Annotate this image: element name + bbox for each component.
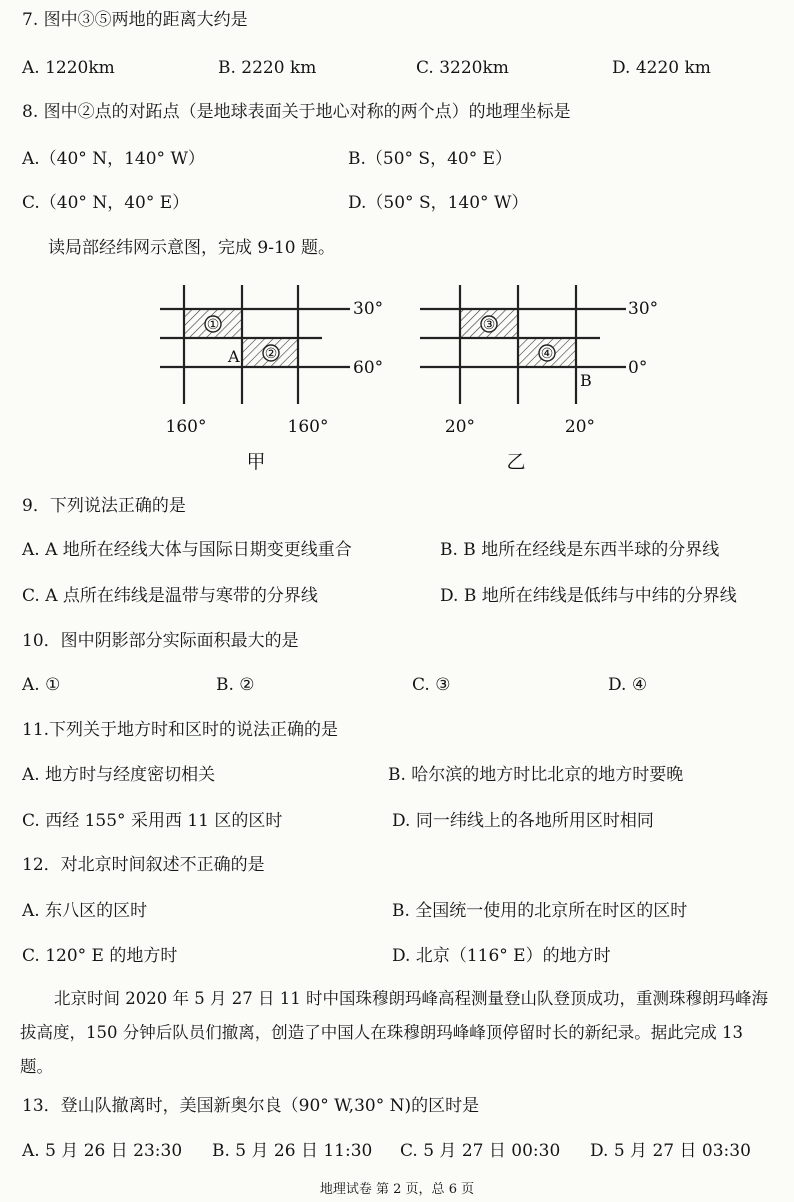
left-lat-top: 30° [353,299,384,319]
cell-1-label: ① [206,317,220,333]
question-9-option-b: B. B 地所在经线是东西半球的分界线 [440,540,720,560]
page-footer: 地理试卷 第 2 页，总 6 页 [319,1182,475,1197]
question-12-option-c: C. 120° E 的地方时 [22,946,178,966]
cell-2-label: ② [264,346,278,362]
question-8-option-b: B.（50° S，40° E） [348,149,513,169]
question-8-stem: 8. 图中②点的对跖点（是地球表面关于地心对称的两个点）的地理坐标是 [22,102,571,122]
right-caption: 乙 [506,451,526,473]
left-lon-left: 160° [165,417,207,437]
question-12-option-d: D. 北京（116° E）的地方时 [392,946,611,966]
figure-right [420,285,658,473]
question-8-option-a: A.（40° N，140° W） [22,149,205,169]
question-7-option-d: D. 4220 km [612,58,711,78]
passage-13-text: 北京时间 2020 年 5 月 27 日 11 时中国珠穆朗玛峰高程测量登山队登顶成功，重测珠穆朗玛峰海拔高度，150 分钟后队员们撤离，创造了中国人在珠穆朗玛峰峰顶停留时长的新纪录。据此完成 13 题。 [20,989,768,1076]
intro-9-10: 读局部经纬网示意图，完成 9-10 题。 [48,238,335,258]
question-7-option-b: B. 2220 km [218,58,317,78]
point-b-label: B [580,371,592,390]
question-11-option-d: D. 同一纬线上的各地所用区时相同 [392,811,654,831]
question-13-option-a: A. 5 月 26 日 23:30 [22,1141,183,1161]
question-7-option-c: C. 3220km [416,58,509,78]
question-10-option-a: A. ① [22,675,61,695]
question-9-option-c: C. A 点所在纬线是温带与寒带的分界线 [22,586,318,606]
left-lat-bottom: 60° [353,358,384,378]
graticule-figure [0,272,794,482]
right-lon-right: 20° [564,417,596,437]
left-lon-right: 160° [287,417,329,437]
question-11-stem: 11.下列关于地方时和区时的说法正确的是 [22,720,339,740]
cell-3-label: ③ [482,317,496,333]
right-lon-left: 20° [444,417,476,437]
question-8-option-d: D.（50° S，140° W） [348,193,529,213]
passage-13 [20,982,780,1084]
question-10-stem: 10．图中阴影部分实际面积最大的是 [22,631,299,651]
question-10-option-d: D. ④ [608,675,648,695]
right-lat-top: 30° [628,299,659,319]
point-a-label: A [228,347,240,366]
question-10-option-b: B. ② [216,675,255,695]
question-13-option-c: C. 5 月 27 日 00:30 [400,1141,561,1161]
question-13-stem: 13．登山队撤离时，美国新奥尔良（90° W,30° N)的区时是 [22,1096,480,1116]
question-9-stem: 9．下列说法正确的是 [22,496,186,516]
question-9-option-d: D. B 地所在纬线是低纬与中纬的分界线 [440,586,737,606]
figure-left [160,285,383,473]
question-12-option-a: A. 东八区的区时 [22,901,148,921]
question-7-stem: 7. 图中③⑤两地的距离大约是 [22,10,248,30]
question-11-option-a: A. 地方时与经度密切相关 [22,765,216,785]
question-10-option-c: C. ③ [412,675,451,695]
question-12-stem: 12．对北京时间叙述不正确的是 [22,855,265,875]
cell-4-label: ④ [540,346,554,362]
right-lat-bottom: 0° [628,358,648,378]
question-11-option-c: C. 西经 155° 采用西 11 区的区时 [22,811,283,831]
question-12-option-b: B. 全国统一使用的北京所在时区的区时 [392,901,688,921]
question-7-option-a: A. 1220km [22,58,115,78]
question-13-option-b: B. 5 月 26 日 11:30 [212,1141,373,1161]
question-11-option-b: B. 哈尔滨的地方时比北京的地方时要晚 [388,765,684,785]
question-9-option-a: A. A 地所在经线大体与国际日期变更线重合 [22,540,352,560]
question-8-option-c: C.（40° N，40° E） [22,193,190,213]
question-13-option-d: D. 5 月 27 日 03:30 [590,1141,751,1161]
left-caption: 甲 [246,451,266,473]
